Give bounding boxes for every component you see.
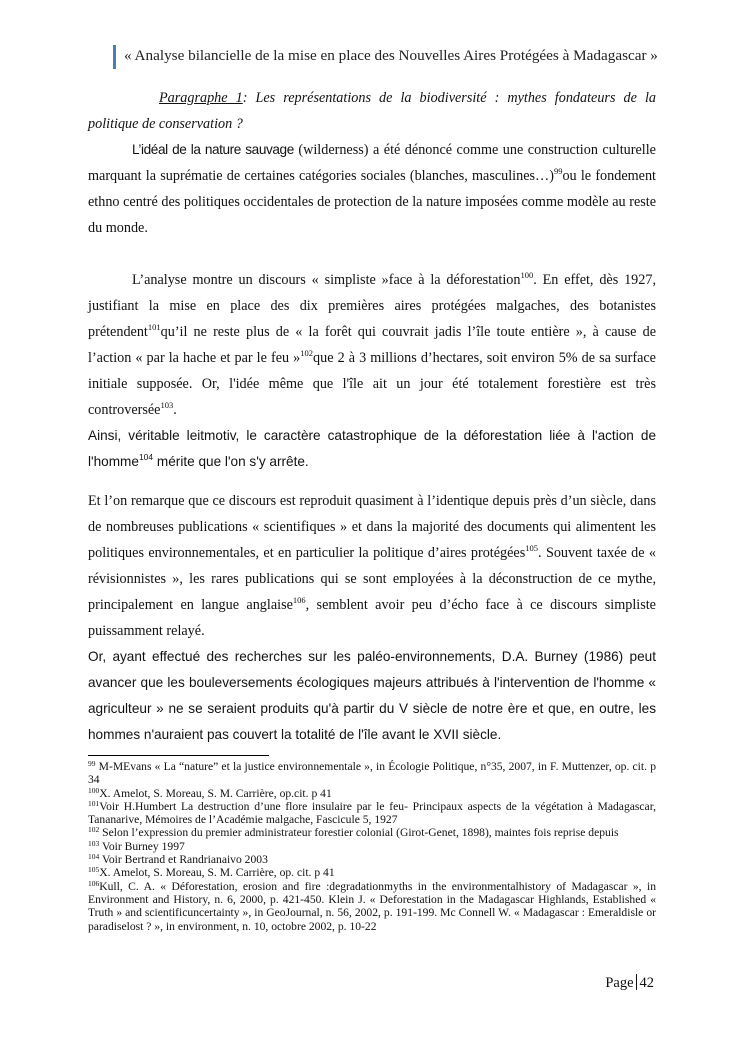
footnote-divider (88, 755, 269, 756)
footnote-100 (88, 787, 656, 800)
footnote-106 (88, 880, 656, 933)
paragraph-analysis (88, 267, 656, 423)
paragraph-burney: Or, ayant effectué des recherches sur les paléo-environnements, D.A. Burney (1986) peut avancer que les bouleversements écologiques majeurs attribués à l'intervention de l'homme « agriculteur » ne se seraient produits qu'à partir du V siècle de notre ère et que, en outre, les hommes n'auraient pas couvert la totalité de l'île avant le XVII siècle. (88, 649, 656, 742)
footnote-text: Voir Bertrand et Randrianaivo 2003 (99, 853, 268, 867)
footnote-ref: 103 (160, 400, 174, 410)
paragraph-discourse (88, 488, 656, 644)
footnote-105 (88, 866, 656, 879)
page-number: 42 (639, 975, 654, 991)
footnote-101 (88, 800, 656, 827)
wilderness-text: (wilderness) a été dénoncé comme une construction culturelle marquant la suprématie de certaines catégories sociales (blanches, masculines…) (88, 142, 656, 184)
discourse-text-3: , semblent avoir peu d’écho face à ce discours simpliste puissamment relayé. (88, 597, 656, 639)
footnote-number: 103 (88, 838, 100, 848)
footnote-number: 100 (88, 785, 100, 795)
page-label: Page (605, 975, 634, 991)
footnote-text: Kull, C. A. « Déforestation, erosion and fire :degradationmyths in the environmentalhistory of Madagascar », in Environment and History, n. 6, 2000, p. 421-450. Klein J. « Deforestation in the Madagascar Highlands, Established « Truth » and scientificuncertainty », in GeoJournal, n. 56, 2002, p. 191-199. Mc Connell W. « Madagascar : Emeraldisle or paradiselost ? », in environment, n. 10, octobre 2002, p. 10-22 (88, 879, 656, 933)
discourse-text-2: . Souvent taxée de « révisionnistes », les rares publications qui se sont employées à la déconstruction de ce mythe, principalement en langue anglaise (88, 545, 656, 613)
footnote-ref: 104 (138, 452, 154, 462)
analysis-text-4: que 2 à 3 millions d’hectares, soit environ 5% de sa surface initiale supposée. Or, l'idée même que l'île ait un jour été totalement forestière est très controversée (88, 350, 656, 418)
discourse-text-1: Et l’on remarque que ce discours est reproduit quasiment à l’identique depuis près d’un siècle, dans de nombreuses publications « scientifiques » et dans la majorité des documents qui alimentent les politiques environnementales, et en particulier la politique d’aires protégées (88, 493, 656, 561)
paragraph-heading-rest: : Les représentations de la biodiversité : mythes fondateurs de la politique de conservation ? (88, 90, 656, 132)
footnote-text: X. Amelot, S. Moreau, S. M. Carrière, op. cit. p 41 (99, 866, 335, 880)
analysis-text-2: . En effet, dès 1927, justifiant la mise en place des dix premières aires protégées malgaches, des botanistes prétendent (88, 272, 656, 340)
paragraph-heading (88, 85, 656, 137)
footnote-ref: 99 (553, 166, 563, 176)
footnote-ref: 100 (520, 270, 534, 280)
paragraph-wilderness (88, 137, 656, 241)
page-separator (636, 974, 637, 990)
header-title: « Analyse bilancielle de la mise en place des Nouvelles Aires Protégées à Madagascar » (124, 47, 658, 64)
footnote-text: Selon l’expression du premier administrateur forestier colonial (Girot-Genet, 1898), maintes fois reprise depuis (99, 826, 619, 840)
main-text (88, 85, 656, 748)
footnote-104 (88, 853, 656, 866)
footnote-text: Voir H.Humbert La destruction d’une flore insulaire par le feu- Principaux aspects de la végétation à Madagascar, Tananarive, Mémoires de l’Académie malgache, Fascicule 5, 1927 (88, 799, 656, 827)
leitmotiv-text-2: mérite que l'on s'y arrête. (153, 454, 309, 469)
analysis-text-1: L’analyse montre un discours « simpliste »face à la déforestation (132, 272, 521, 288)
footnote-number: 102 (88, 825, 100, 835)
footnotes (88, 760, 656, 933)
analysis-text-3: qu’il ne reste plus de « la forêt qui couvrait jadis l’île toute entière », à cause de l’action « par la hache et par le feu » (88, 324, 656, 366)
footnote-ref: 105 (525, 543, 539, 553)
wilderness-text-end: ou le fondement ethno centré des politiques occidentales de protection de la nature imposées comme modèle au reste du monde. (88, 168, 656, 236)
leitmotiv-text-1: Ainsi, véritable leitmotiv, le caractère catastrophique de la déforestation liée à l'action de l'homme (88, 428, 656, 469)
footnote-text: X. Amelot, S. Moreau, S. M. Carrière, op.cit. p 41 (99, 786, 332, 800)
footnote-ref: 101 (147, 322, 161, 332)
footnote-number: 101 (88, 798, 100, 808)
paragraph-leitmotiv (88, 423, 656, 475)
header-accent-bar (113, 45, 116, 69)
footnote-ref: 106 (292, 595, 306, 605)
footnote-number: 105 (88, 865, 100, 875)
wilderness-lead: L’idéal de la nature sauvage (132, 142, 294, 157)
footnote-number: 106 (88, 878, 100, 888)
footnote-103 (88, 840, 656, 853)
footnote-102 (88, 826, 656, 839)
footnote-number: 104 (88, 852, 100, 862)
page-footer (605, 974, 654, 992)
paragraph-heading-label: Paragraphe 1 (159, 90, 243, 106)
footnote-number: 99 (88, 759, 96, 768)
footnote-ref: 102 (300, 348, 314, 358)
analysis-text-5: . (173, 402, 177, 418)
footnote-text: M-MEvans « La “nature” et la justice environnementale », in Écologie Politique, n°35, 2007, in F. Muttenzer, op. cit. p 34 (88, 760, 656, 787)
footnote-99 (88, 760, 656, 787)
footnote-text: Voir Burney 1997 (99, 839, 185, 853)
running-header (113, 44, 673, 70)
